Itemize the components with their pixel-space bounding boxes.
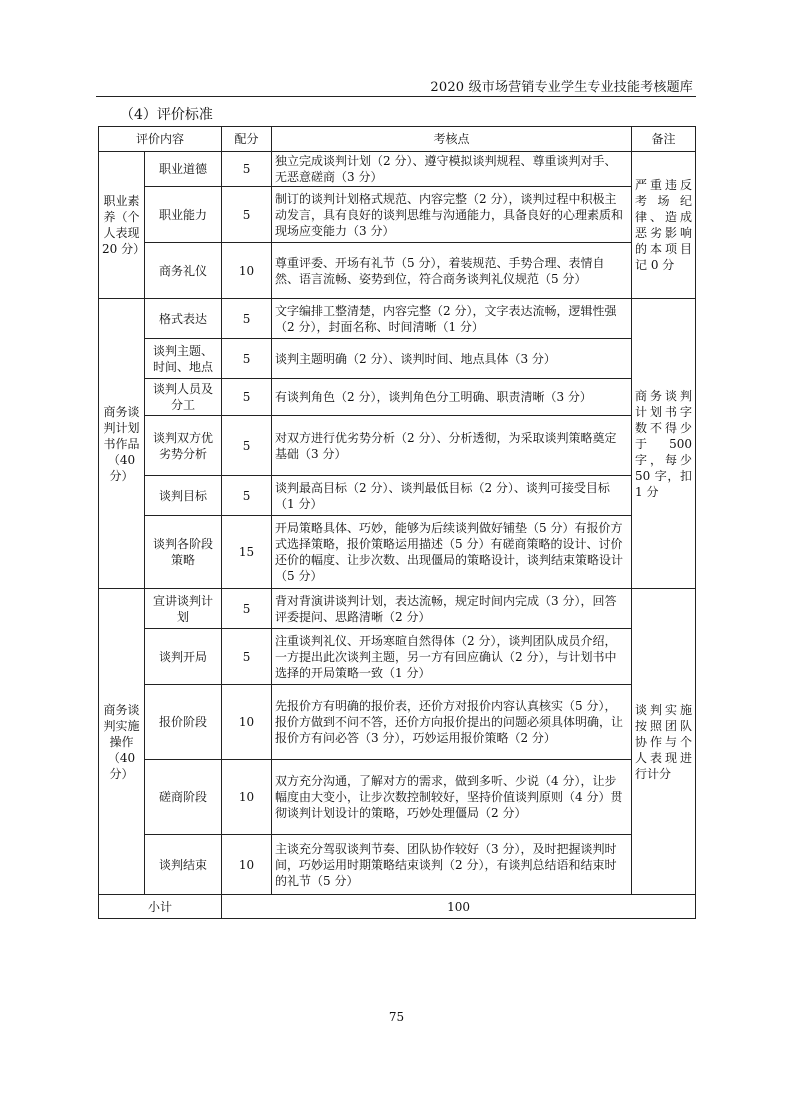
item-cell: 职业能力 <box>145 187 222 243</box>
header-divider <box>96 96 696 97</box>
table-row <box>99 339 696 379</box>
desc-cell: 开局策略具体、巧妙，能够为后续谈判做好铺垫（5 分）有报价方式选择策略，报价策略运用描述（5 分）有磋商策略的设计、讨价还价的幅度、让步次数、出现僵局的策略设计，谈判结束策略设计（5 分） <box>272 516 632 589</box>
item-cell: 宣讲谈判计划 <box>145 589 222 629</box>
item-cell: 报价阶段 <box>145 685 222 760</box>
table-row <box>99 299 696 339</box>
item-cell: 谈判主题、时间、地点 <box>145 339 222 379</box>
table-row <box>99 476 696 516</box>
header-score: 配分 <box>222 127 272 152</box>
total-label: 小计 <box>99 895 222 919</box>
table-row <box>99 760 696 835</box>
desc-cell: 先报价方有明确的报价表，还价方对报价内容认真核实（5 分），报价方做到不问不答，还价方向报价提出的问题必须具体明确，让报价方有问必答（3 分），巧妙运用报价策略（2 分） <box>272 685 632 760</box>
desc-cell: 制订的谈判计划格式规范、内容完整（2 分），谈判过程中积极主动发言，具有良好的谈判思维与沟通能力，具备良好的心理素质和现场应变能力（3 分） <box>272 187 632 243</box>
page-number: 75 <box>388 1010 405 1024</box>
desc-cell: 注重谈判礼仪、开场寒暄自然得体（2 分），谈判团队成员介绍，一方提出此次谈判主题，另一方有回应确认（2 分），与计划书中选择的开局策略一致（1 分） <box>272 629 632 685</box>
score-cell: 5 <box>222 476 272 516</box>
item-cell: 谈判双方优劣势分析 <box>145 416 222 476</box>
item-cell: 谈判开局 <box>145 629 222 685</box>
note-cell: 商务谈判计划书字数不得少于 500 字，每少 50 字，扣 1 分 <box>632 299 696 589</box>
table-row <box>99 379 696 416</box>
desc-cell: 主谈充分驾驭谈判节奏、团队协作较好（3 分），及时把握谈判时间，巧妙运用时期策略结束谈判（2 分），有谈判总结语和结束时的礼节（5 分） <box>272 835 632 895</box>
score-cell: 10 <box>222 760 272 835</box>
table-header-row <box>99 127 696 152</box>
desc-cell: 对双方进行优劣势分析（2 分）、分析透彻，为采取谈判策略奠定基础（3 分） <box>272 416 632 476</box>
total-row <box>99 895 696 919</box>
note-cell: 严重违反考场纪律、造成恶劣影响的本项目记 0 分 <box>632 152 696 299</box>
item-cell: 谈判各阶段策略 <box>145 516 222 589</box>
item-cell: 磋商阶段 <box>145 760 222 835</box>
desc-cell: 背对背演讲谈判计划，表达流畅，规定时间内完成（3 分），回答评委提问、思路清晰（2 分） <box>272 589 632 629</box>
desc-cell: 谈判主题明确（2 分）、谈判时间、地点具体（3 分） <box>272 339 632 379</box>
table-row <box>99 589 696 629</box>
desc-cell: 双方充分沟通，了解对方的需求，做到多听、少说（4 分），让步幅度由大变小，让步次数控制较好，坚持价值谈判原则（4 分）贯彻谈判计划设计的策略，巧妙处理僵局（2 分） <box>272 760 632 835</box>
header-points: 考核点 <box>272 127 632 152</box>
table-row <box>99 416 696 476</box>
score-cell: 5 <box>222 339 272 379</box>
score-cell: 5 <box>222 416 272 476</box>
item-cell: 谈判结束 <box>145 835 222 895</box>
item-cell: 格式表达 <box>145 299 222 339</box>
evaluation-table <box>98 126 696 919</box>
note-cell: 谈判实施按照团队协作与个人表现进行计分 <box>632 589 696 895</box>
desc-cell: 尊重评委、开场有礼节（5 分），着装规范、手势合理、表情自然、语言流畅、姿势到位，符合商务谈判礼仪规范（5 分） <box>272 243 632 299</box>
table-row <box>99 187 696 243</box>
score-cell: 10 <box>222 835 272 895</box>
desc-cell: 谈判最高目标（2 分）、谈判最低目标（2 分）、谈判可接受目标（1 分） <box>272 476 632 516</box>
desc-cell: 有谈判角色（2 分），谈判角色分工明确、职责清晰（3 分） <box>272 379 632 416</box>
item-cell: 职业道德 <box>145 152 222 187</box>
table-row <box>99 629 696 685</box>
table-row <box>99 243 696 299</box>
score-cell: 5 <box>222 152 272 187</box>
desc-cell: 文字编排工整清楚，内容完整（2 分），文字表达流畅，逻辑性强（2 分），封面名称、时间清晰（1 分） <box>272 299 632 339</box>
desc-cell: 独立完成谈判计划（2 分）、遵守模拟谈判规程、尊重谈判对手、无恶意磋商（3 分） <box>272 152 632 187</box>
score-cell: 10 <box>222 243 272 299</box>
item-cell: 商务礼仪 <box>145 243 222 299</box>
running-header: 2020 级市场营销专业学生专业技能考核题库 <box>430 80 693 95</box>
category-cell: 商务谈判实施操作（40 分） <box>99 589 145 895</box>
score-cell: 5 <box>222 589 272 629</box>
score-cell: 5 <box>222 187 272 243</box>
category-cell: 职业素养（个人表现 20 分） <box>99 152 145 299</box>
score-cell: 5 <box>222 299 272 339</box>
category-cell: 商务谈判计划书作品（40 分） <box>99 299 145 589</box>
score-cell: 10 <box>222 685 272 760</box>
table-row <box>99 516 696 589</box>
item-cell: 谈判目标 <box>145 476 222 516</box>
total-score: 100 <box>222 895 696 919</box>
score-cell: 5 <box>222 379 272 416</box>
score-cell: 5 <box>222 629 272 685</box>
header-content: 评价内容 <box>99 127 222 152</box>
table-row <box>99 152 696 187</box>
table-row <box>99 835 696 895</box>
item-cell: 谈判人员及分工 <box>145 379 222 416</box>
header-note: 备注 <box>632 127 696 152</box>
section-title: （4）评价标准 <box>120 107 213 123</box>
table-row <box>99 685 696 760</box>
score-cell: 15 <box>222 516 272 589</box>
